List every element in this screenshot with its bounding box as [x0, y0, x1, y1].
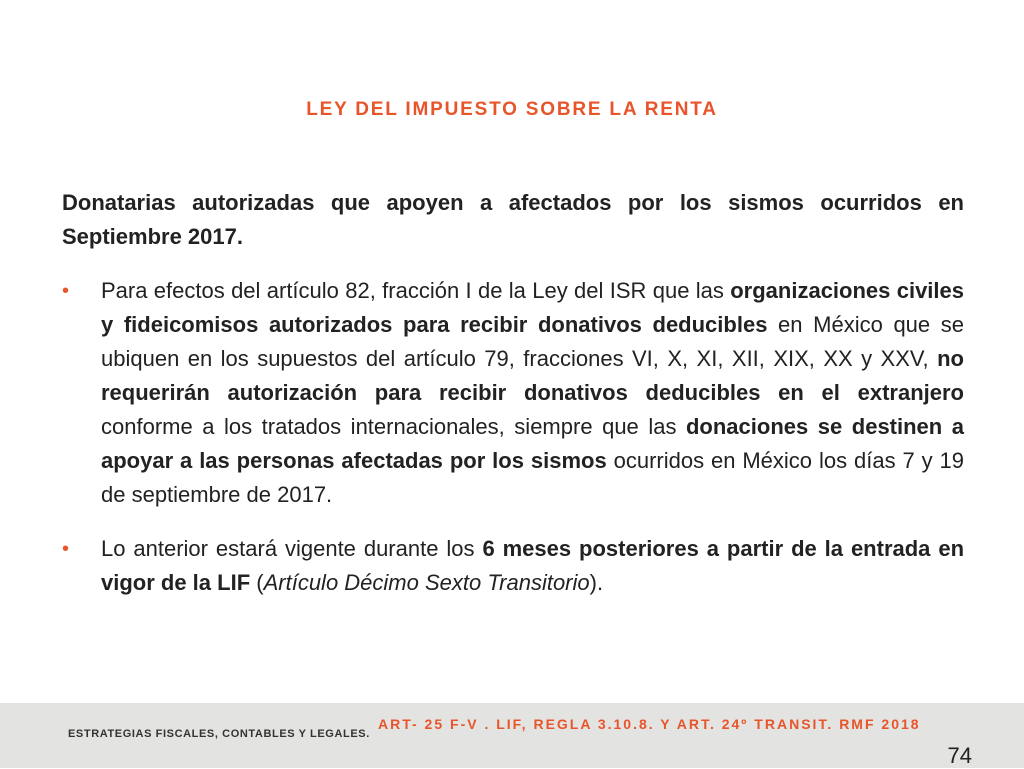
slide-title: LEY DEL IMPUESTO SOBRE LA RENTA: [306, 99, 718, 120]
slide-content: [62, 186, 964, 620]
bullet-item-1: [62, 274, 964, 512]
bullet-2-text-2: (: [250, 570, 264, 595]
bullet-1-text-4: ocurridos en México los días 7 y 19 de septiembre de 2017.: [101, 448, 964, 507]
bullet-icon: •: [62, 280, 70, 302]
bullet-1-bold-1: organizaciones civiles y fideicomisos autorizados para recibir donativos deducibles: [101, 278, 965, 337]
bullet-icon: •: [62, 538, 70, 560]
footer-bar: [0, 703, 1024, 768]
bullet-2-text-3: ).: [589, 570, 604, 595]
bullet-1-text-2: en México que se ubiquen en los supuestos del artículo 79, fracciones VI, X, XI, XII, XIX, XX y XXV,: [101, 312, 965, 371]
bullet-1-text-1: Para efectos del artículo 82, fracción I de la Ley del ISR que las: [101, 278, 731, 303]
bullet-item-2: [62, 532, 964, 600]
footer-brand: ESTRATEGIAS FISCALES, CONTABLES Y LEGALES.: [68, 728, 370, 740]
bullet-1-text-3: conforme a los tratados internacionales, siempre que las: [101, 414, 686, 439]
bullet-1-bold-3: donaciones se destinen a apoyar a las personas afectadas por los sismos: [101, 414, 964, 473]
bullet-1-bold-2: no requerirán autorización para recibir donativos deducibles en el extranjero: [101, 346, 964, 405]
bullet-2-italic-1: Artículo Décimo Sexto Transitorio: [263, 570, 590, 595]
footer-reference: ART- 25 F-V . LIF, REGLA 3.10.8. Y ART. 24º TRANSIT. RMF 2018: [378, 716, 921, 732]
section-heading: Donatarias autorizadas que apoyen a afectados por los sismos ocurridos en Septiembre 2017.: [62, 190, 964, 249]
bullet-2-bold-1: 6 meses posteriores a partir de la entrada en vigor de la LIF: [101, 536, 965, 595]
bullet-2-text-1: Lo anterior estará vigente durante los: [101, 536, 483, 561]
page-number: 74: [947, 743, 972, 768]
